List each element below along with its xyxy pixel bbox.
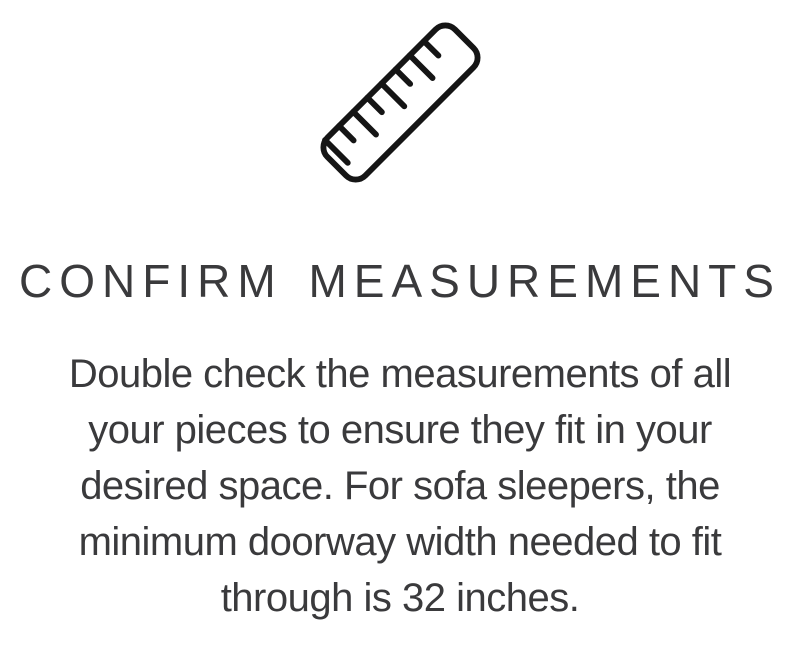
ruler-icon [303, 5, 498, 200]
icon-container [0, 5, 800, 200]
body-text-line: your pieces to ensure they fit in your [88, 408, 712, 452]
body-text-line: Double check the measurements of all [68, 352, 732, 396]
body-text-line: minimum doorway width needed to fit [78, 520, 722, 564]
body-text-line: through is 32 inches. [220, 576, 580, 620]
body-text [0, 346, 800, 626]
confirm-measurements-panel [0, 5, 800, 645]
section-title: CONFIRM MEASUREMENTS [19, 255, 781, 307]
body-text-line: desired space. For sofa sleepers, the [80, 464, 720, 508]
